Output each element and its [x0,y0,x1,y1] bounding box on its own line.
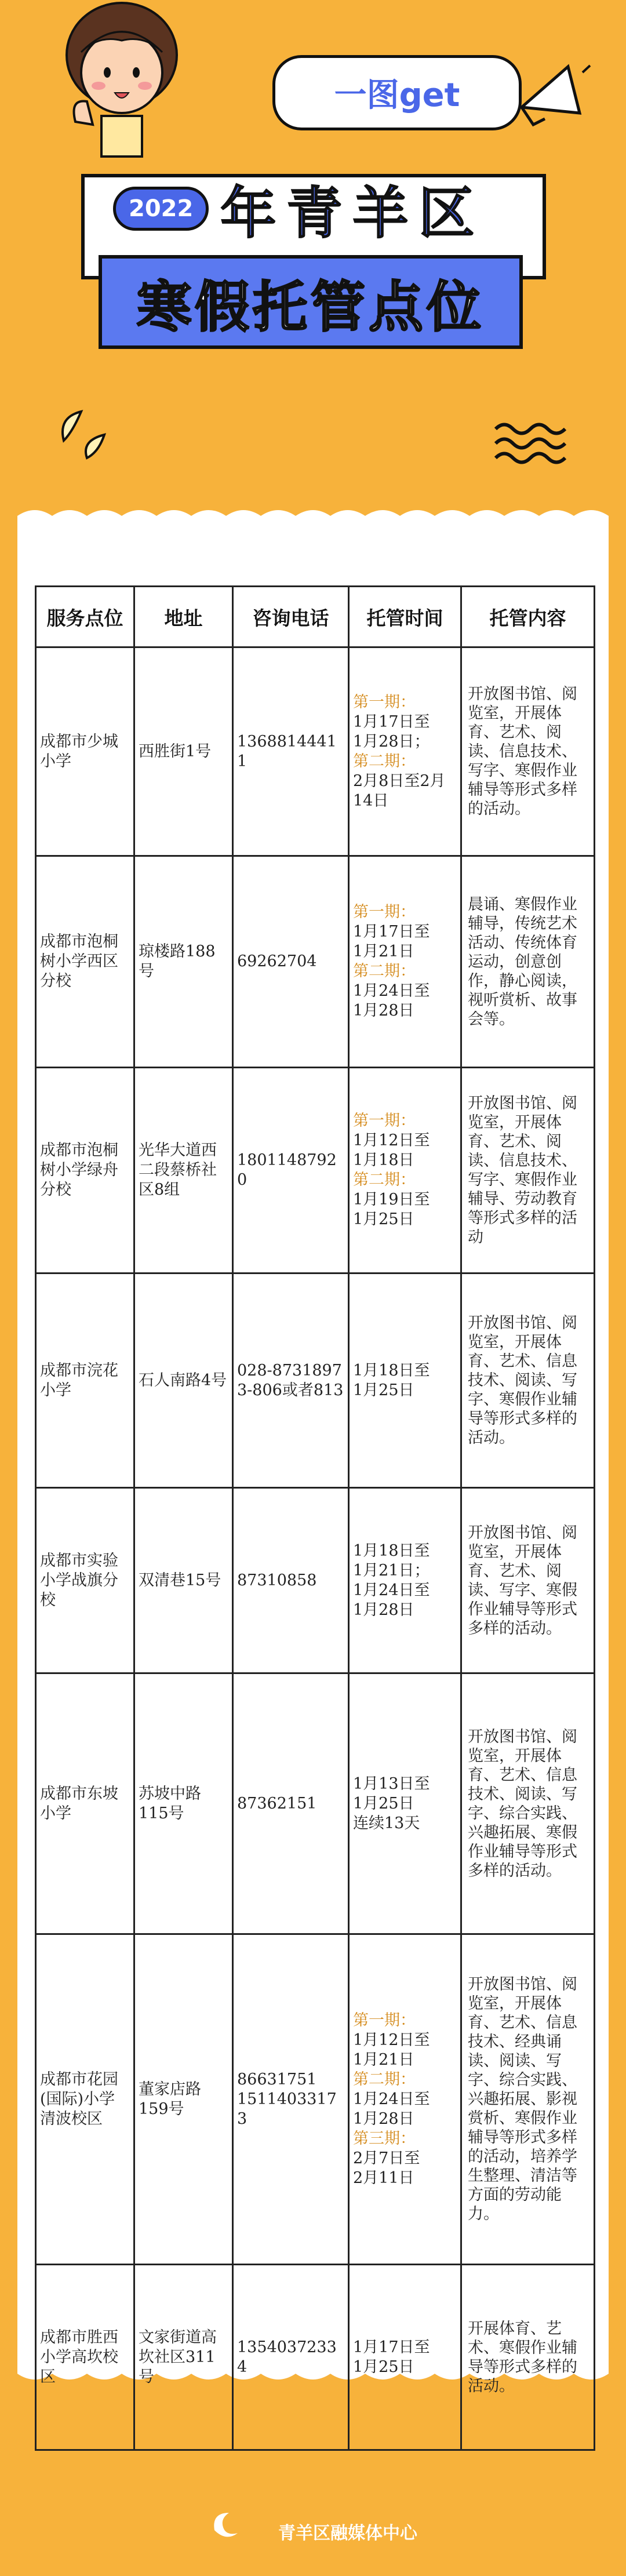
table-header-row [36,587,595,647]
table-row [36,1673,595,1934]
content-cell: 开放图书馆、阅览室，开展体育、艺术、信息技术、经典诵读、阅读、写字、综合实践、兴趣拓展、影视赏析、寒假作业辅导等形式多样的活动，培养学生整理、清洁等方面的劳动能力。 [461,1934,595,2265]
time-line: 1月25日 [353,1381,414,1399]
bubble-text: 一图get [334,77,460,114]
site-cell: 成都市花园(国际)小学清波校区 [36,1934,134,2265]
time-line: 1月19日至 [353,1191,430,1209]
time-line: 2月11日 [353,2169,414,2187]
time-line: 2月7日至 [353,2149,420,2167]
site-cell: 成都市少城小学 [36,647,134,856]
wave-decoration-icon [493,417,580,470]
time-line: 1月24日至 [353,982,430,1000]
time-line: 1月18日至 [353,1541,430,1560]
table-row [36,2265,595,2450]
year-badge: 2022 [113,187,209,231]
time-line: 1月25日 [353,1210,414,1228]
phone-cell [233,2265,349,2450]
time-line: 1月17日至 [353,2338,430,2356]
address-cell: 苏坡中路115号 [134,1673,233,1934]
address-cell: 双清巷15号 [134,1488,233,1673]
title-row [113,174,485,246]
period-label: 第二期： [353,962,416,980]
period-label: 第二期： [353,1171,416,1189]
content-cell: 开放图书馆、阅览室，开展体育、艺术、信息技术、阅读、写字、寒假作业辅导等形式多样的活动。 [461,1274,595,1488]
time-line: 1月12日至 [353,2031,430,2049]
site-cell: 成都市胜西小学高坎校区 [36,2265,134,2450]
table-row [36,856,595,1068]
time-cell [349,1488,461,1673]
time-line: 1月21日； [353,1561,430,1580]
site-cell: 成都市实验小学战旗分校 [36,1488,134,1673]
table-row [36,647,595,856]
phone-cell [233,856,349,1068]
phone-cell [233,1673,349,1934]
header [0,0,626,510]
column-header: 服务点位 [36,587,134,647]
column-header: 地址 [134,587,233,647]
content-cell: 开放图书馆、阅览室，开展体育、艺术、阅读、信息技术、写字、寒假作业辅导等形式多样的活动。 [461,647,595,856]
site-cell: 成都市东坡小学 [36,1673,134,1934]
phone-cell [233,1274,349,1488]
time-line: 1月17日至 [353,923,430,941]
megaphone-icon [510,55,591,136]
footer-text: 青羊区融媒体中心 [278,2523,417,2544]
page-subtitle: 寒假托管点位 [136,275,485,339]
phone-text: 028-87318973-806或者813 [237,1361,344,1399]
page-title: 年青羊区 [220,180,485,246]
time-cell [349,1934,461,2265]
girl-illustration [52,0,191,174]
time-line: 2月8日至2月 [353,772,446,790]
time-line: 1月28日； [353,732,430,751]
time-line: 1月24日至 [353,1581,430,1599]
phone-text: 69262704 [237,952,317,970]
table-row [36,1934,595,2265]
table-row [36,1274,595,1488]
speech-bubble [272,55,522,130]
ticket-edge-top [17,504,609,522]
content-cell: 开展体育、艺术、寒假作业辅导等形式多样的活动。 [461,2265,595,2450]
content-cell: 开放图书馆、阅览室，开展体育、艺术、信息技术、阅读、写字、综合实践、兴趣拓展、寒假作业辅导等形式多样的活动。 [461,1673,595,1934]
content-cell: 开放图书馆、阅览室，开展体育、艺术、阅读、信息技术、写字、寒假作业辅导、劳动教育等形式多样的活动 [461,1068,595,1274]
period-label: 第二期： [353,752,416,770]
time-line: 1月28日 [353,1600,414,1619]
address-cell: 董家店路159号 [134,1934,233,2265]
period-label: 第一期： [353,693,416,711]
time-line: 1月25日 [353,2357,414,2376]
column-header: 托管内容 [461,587,595,647]
content-cell: 开放图书馆、阅览室，开展体育、艺术、阅读、写字、寒假作业辅导等形式多样的活动。 [461,1488,595,1673]
time-cell [349,1274,461,1488]
time-cell [349,856,461,1068]
table-row [36,1488,595,1673]
address-cell: 西胜街1号 [134,647,233,856]
phone-cell [233,1068,349,1274]
phone-text: 13540372334 [237,2338,337,2376]
column-header: 咨询电话 [233,587,349,647]
phone-text: 18011487920 [237,1151,337,1189]
phone-text: 87362151 [237,1794,317,1813]
time-line: 1月17日至 [353,712,430,731]
address-cell: 石人南路4号 [134,1274,233,1488]
time-line: 1月21日 [353,943,414,960]
time-line: 连续13天 [353,1814,420,1832]
time-cell [349,647,461,856]
period-label: 第一期： [353,1112,416,1130]
address-cell: 琼楼路188号 [134,856,233,1068]
period-label: 第一期： [353,903,416,921]
time-line: 1月28日 [353,2109,414,2128]
content-cell: 晨诵、寒假作业辅导，传统艺术活动、传统体育运动，创意创作，静心阅读，视听赏析、故事会等。 [461,856,595,1068]
period-label: 第三期： [353,2129,416,2148]
time-line: 1月12日至 [353,1131,430,1149]
phone-text: 86631751 15114033173 [237,2070,337,2128]
schedule-table [35,585,595,2451]
phone-cell [233,1934,349,2265]
time-line: 1月28日 [353,1002,414,1020]
time-line: 14日 [353,791,389,810]
time-cell [349,1068,461,1274]
drop-decoration-icon [46,406,116,464]
table-row [36,1068,595,1274]
site-cell: 成都市浣花小学 [36,1274,134,1488]
time-line: 1月13日至 [353,1774,430,1793]
time-cell [349,2265,461,2450]
time-line: 1月21日 [353,2050,414,2069]
period-label: 第一期： [353,2011,416,2029]
site-cell: 成都市泡桐树小学西区分校 [36,856,134,1068]
column-header: 托管时间 [349,587,461,647]
phone-cell [233,1488,349,1673]
site-cell: 成都市泡桐树小学绿舟分校 [36,1068,134,1274]
address-cell: 文家街道高坎社区311号 [134,2265,233,2450]
time-cell [349,1673,461,1934]
phone-cell [233,647,349,856]
time-line: 1月18日至 [353,1361,430,1380]
period-label: 第二期： [353,2070,416,2089]
time-line: 1月24日至 [353,2090,430,2108]
address-cell: 光华大道西二段蔡桥社区8组 [134,1068,233,1274]
time-line: 1月18日 [353,1151,414,1169]
phone-text: 13688144411 [237,732,337,770]
phone-text: 87310858 [237,1571,317,1589]
time-line: 1月25日 [353,1794,414,1813]
subtitle-banner [99,255,523,349]
